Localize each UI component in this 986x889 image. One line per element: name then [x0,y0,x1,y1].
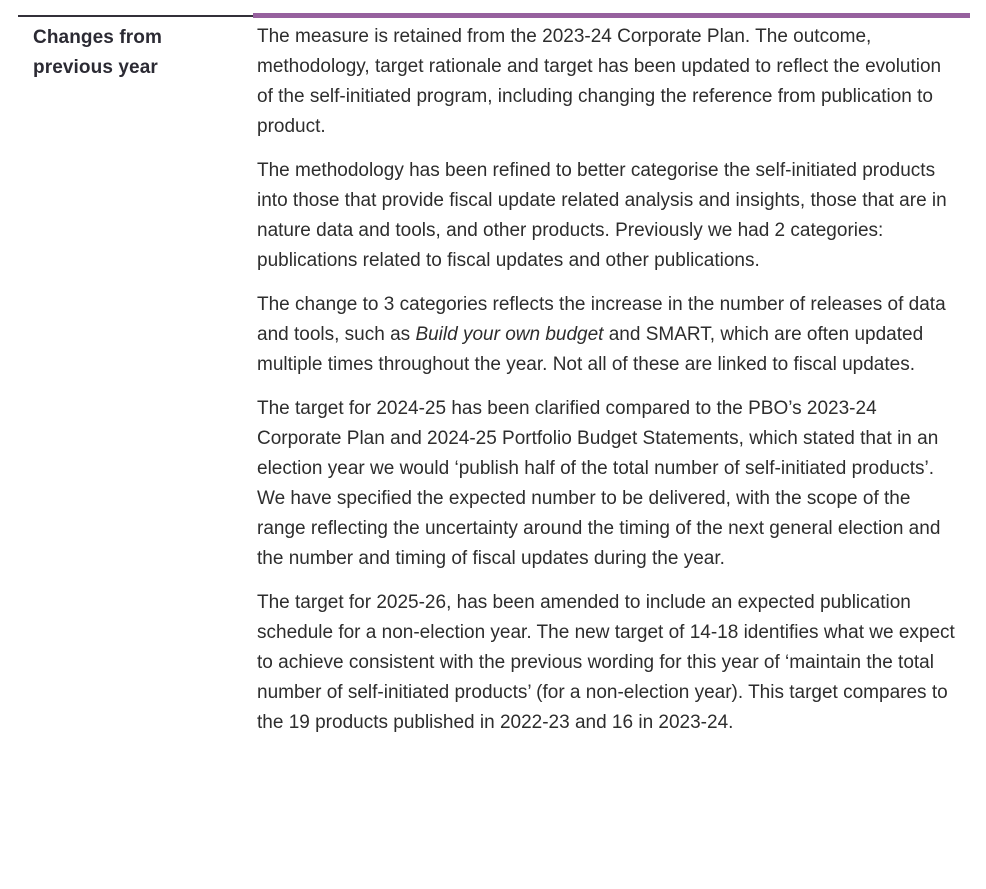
paragraph-three-categories [257,290,956,380]
row-header-label: Changes from previous year [33,27,162,78]
row-header-cell [18,13,253,738]
paragraph-three-categories-post: and SMART, which are often updated multiple times throughout the year. Not all of these are linked to fiscal updates. [257,324,924,375]
document-page [0,13,986,889]
row-body-text [257,22,956,738]
header-cell-top-border [18,15,253,17]
value-cell-top-border [253,13,970,18]
build-your-own-budget-italic: Build your own budget [415,324,604,345]
row-value-cell [253,13,970,738]
paragraph-target-2024-25: The target for 2024-25 has been clarified compared to the PBO’s 2023-24 Corporate Plan and 2024-25 Portfolio Budget Statements, which stated that in an election year we would ‘publish half of the total number of self-initiated products’. We have specified the expected number to be delivered, with the scope of the range reflecting the uncertainty around the timing of the next general election and the number and timing of fiscal updates during the year. [257,398,941,569]
paragraph-three-categories-pre: The change to 3 categories reflects the increase in the number of releases of data and tools, such as [257,294,946,345]
paragraph-target-2025-26: The target for 2025-26, has been amended to include an expected publication schedule for a non-election year. The new target of 14-18 identifies what we expect to achieve consistent with the previous wording for this year of ‘maintain the total number of self-initiated products’ (for a non-election year). This target compares to the 19 products published in 2022-23 and 16 in 2023-24. [257,592,955,733]
paragraph-measure-retained: The measure is retained from the 2023-24 Corporate Plan. The outcome, methodology, target rationale and target has been updated to reflect the evolution of the self-initiated program, including changing the reference from publication to product. [257,26,942,137]
changes-from-previous-year-row [18,13,970,738]
paragraph-methodology-refined: The methodology has been refined to better categorise the self-initiated products into those that provide fiscal update related analysis and insights, those that are in nature data and tools, and other products. Previously we had 2 categories: publications related to fiscal updates and other publications. [257,160,947,271]
